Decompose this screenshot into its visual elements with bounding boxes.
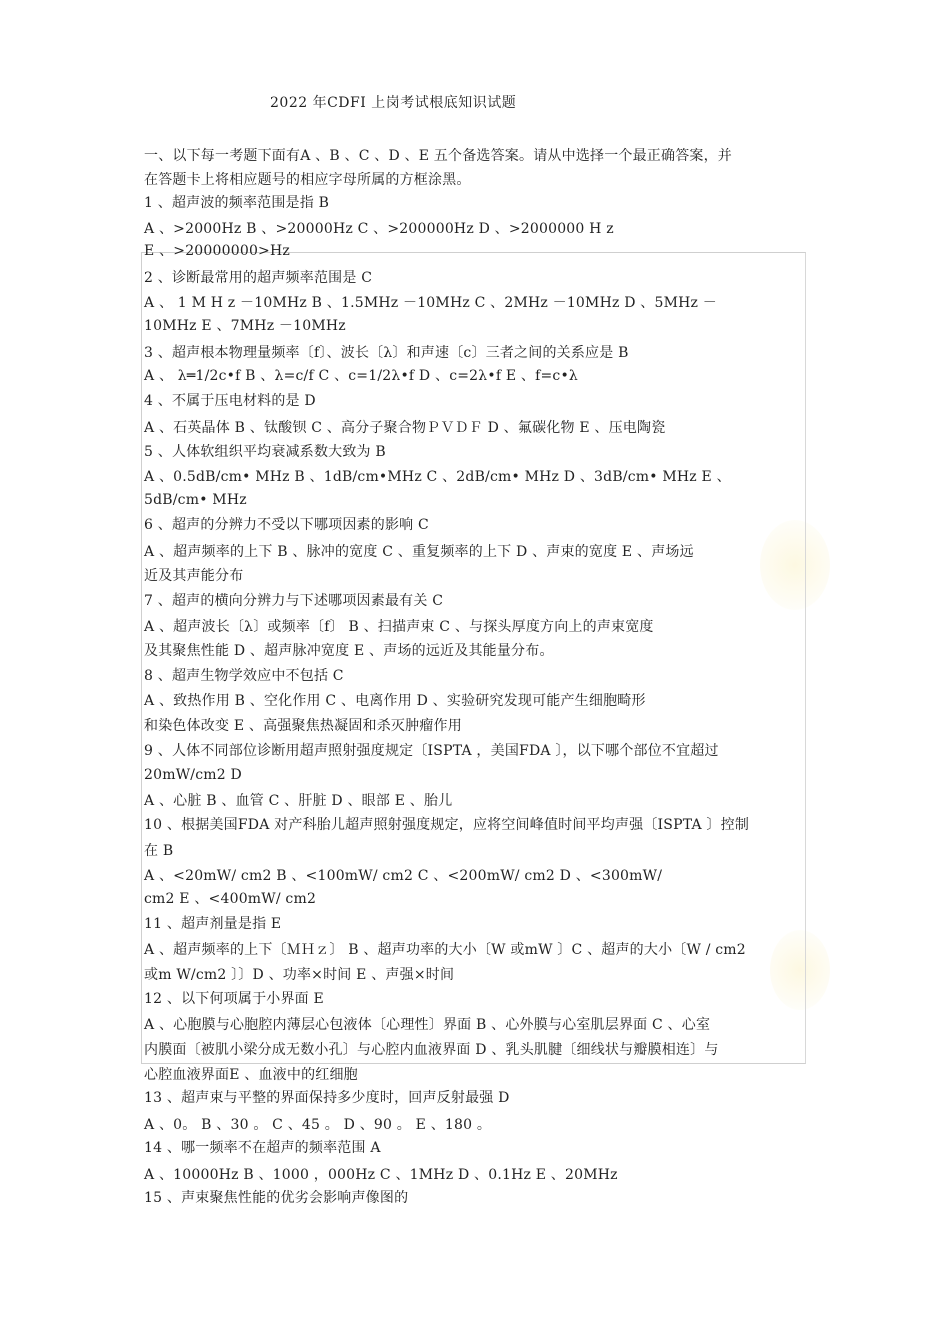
text-line: A 、<20mW/ cm2 B 、<100mW/ cm2 C 、<200mW/ cm2 D 、<300mW/	[144, 868, 663, 884]
text-line: 10MHz E 、7MHz －10MHz	[144, 318, 346, 334]
text-line: A 、 λ═1/2c•f B 、λ=c/f C 、c=1/2λ•f D 、c=2λ•f E 、f=c•λ	[144, 368, 579, 384]
text-line: 一、以下每一考题下面有A 、B 、C 、D 、E 五个备选答案。请从中选择一个最正确答案，并	[144, 148, 733, 164]
text-line: 13 、超声束与平整的界面保持多少度时，回声反射最强 D	[144, 1090, 510, 1106]
text-line: A 、 1 M H z －10MHz B 、1.5MHz －10MHz C 、2MHz －10MHz D 、5MHz －	[144, 295, 717, 311]
text-line: 1 、超声波的频率范围是指 B	[144, 195, 330, 211]
text-line: E 、>20000000>Hz	[144, 243, 290, 259]
text-line: A 、致热作用 B 、空化作用 C 、电离作用 D 、实验研究发现可能产生细胞畸形	[144, 693, 646, 709]
text-line: cm2 E 、<400mW/ cm2	[144, 891, 317, 907]
document-title: 2022 年CDFI 上岗考试根底知识试题	[270, 95, 517, 111]
text-line: 3 、超声根本物理量频率〔f〕、波长〔λ〕和声速〔c〕三者之间的关系应是 B	[144, 345, 629, 361]
text-line: 内膜面〔被肌小梁分成无数小孔〕与心腔内血液界面 D 、乳头肌腱〔细线状与瓣膜相连〕与	[144, 1042, 719, 1058]
text-line: A 、超声频率的上下〔ＭＨｚ〕 B 、超声功率的大小〔W 或mW 〕C 、超声的大小〔W / cm2	[144, 942, 746, 958]
text-line: 5 、人体软组织平均衰减系数大致为 B	[144, 444, 386, 460]
text-line: 8 、超声生物学效应中不包括 C	[144, 668, 344, 684]
text-line: 和染色体改变 E 、高强聚焦热凝固和杀灭肿瘤作用	[144, 718, 462, 734]
text-line: 11 、超声剂量是指 E	[144, 916, 282, 932]
text-line: 20mW/cm2 D	[144, 767, 242, 783]
text-line: 及其聚焦性能 D 、超声脉冲宽度 E 、声场的远近及其能量分布。	[144, 643, 554, 659]
text-line: A 、>2000Hz B 、>20000Hz C 、>200000Hz D 、>2000000 H z	[144, 221, 614, 237]
text-line: A 、超声频率的上下 B 、脉冲的宽度 C 、重复频率的上下 D 、声束的宽度 E 、声场远	[144, 544, 694, 560]
text-line: A 、心脏 B 、血管 C 、肝脏 D 、眼部 E 、胎儿	[144, 793, 453, 809]
text-line: 近及其声能分布	[144, 568, 244, 584]
text-line: 12 、以下何项属于小界面 E	[144, 991, 324, 1007]
text-line: 10 、根据美国FDA 对产科胎儿超声照射强度规定，应将空间峰值时间平均声强〔ISPTA 〕控制	[144, 817, 750, 833]
text-line: 7 、超声的横向分辨力与下述哪项因素最有关 C	[144, 593, 444, 609]
text-line: 2 、诊断最常用的超声频率范围是 C	[144, 270, 373, 286]
text-line: 6 、超声的分辨力不受以下哪项因素的影响 C	[144, 517, 429, 533]
text-line: A 、0。 B 、30 。 C 、45 。 D 、90 。 E 、180 。	[144, 1117, 492, 1133]
text-line: A 、10000Hz B 、1000 ，000Hz C 、1MHz D 、0.1Hz E 、20MHz	[144, 1167, 618, 1183]
text-line: 14 、哪一频率不在超声的频率范围 A	[144, 1140, 381, 1156]
text-line: 4 、不属于压电材料的是 D	[144, 393, 316, 409]
text-line: 心腔血液界面E 、血液中的红细胞	[144, 1067, 358, 1083]
text-line: A 、心胞膜与心胞腔内薄层心包液体〔心理性〕界面 B 、心外膜与心室肌层界面 C 、心室	[144, 1017, 711, 1033]
text-line: 15 、声束聚焦性能的优劣会影响声像图的	[144, 1190, 409, 1206]
text-line: A 、0.5dB/cm• MHz B 、1dB/cm•MHz C 、2dB/cm• MHz D 、3dB/cm• MHz E 、	[144, 469, 731, 485]
text-line: 或m W/cm2 〕〕D 、功率×时间 E 、声强×时间	[144, 967, 455, 983]
text-line: 在 B	[144, 843, 174, 859]
text-line: A 、超声波长〔λ〕或频率〔f〕 B 、扫描声束 C 、与探头厚度方向上的声束宽度	[144, 619, 654, 635]
text-line: 5dB/cm• MHz	[144, 492, 247, 508]
text-line: 9 、人体不同部位诊断用超声照射强度规定〔ISPTA ，美国FDA 〕，以下哪个部位不宜超过	[144, 743, 719, 759]
text-line: A 、石英晶体 B 、钛酸钡 C 、高分子聚合物ＰＶＤＦ D 、氟碳化物 E 、压电陶瓷	[144, 420, 666, 436]
text-line: 在答题卡上将相应题号的相应字母所属的方框涂黑。	[144, 172, 471, 188]
